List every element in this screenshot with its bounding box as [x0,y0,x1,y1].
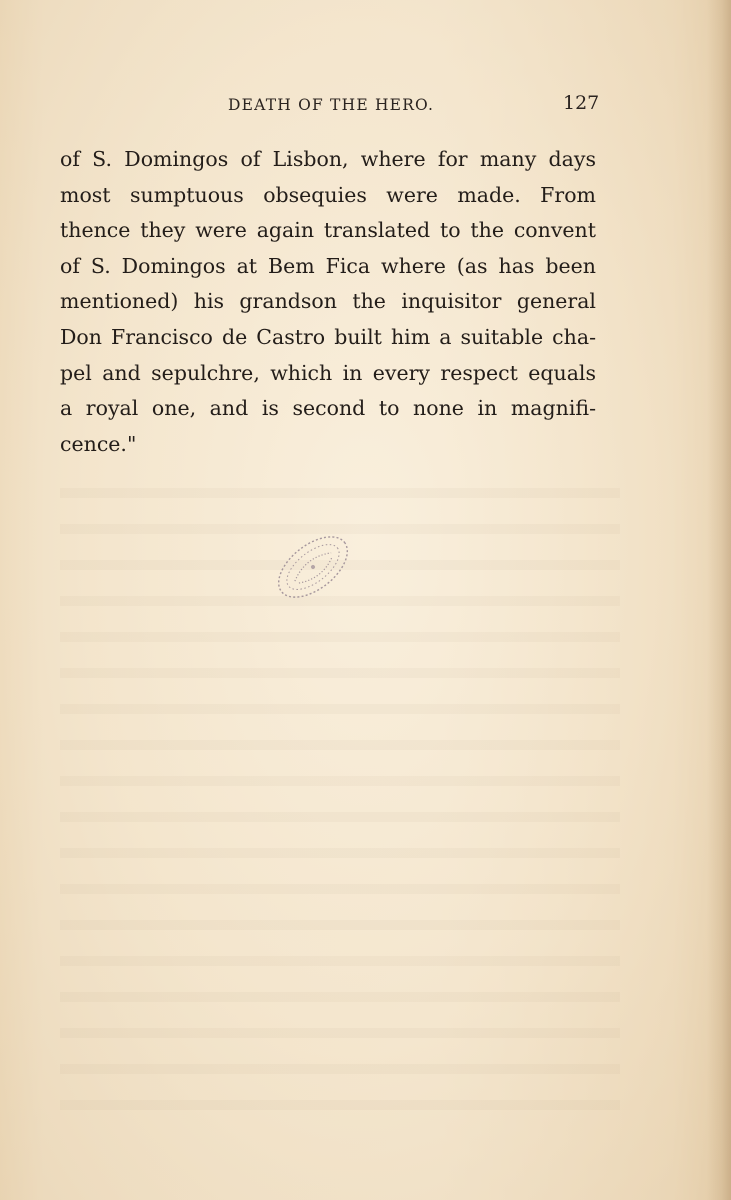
running-head: DEATH OF THE HERO. [228,96,435,114]
text-line: a royal one, and is second to none in magnifi- [60,396,596,421]
text-line: most sumptuous obsequies were made. From [60,182,596,207]
text-line: cence." [60,431,137,456]
page-edge-shadow [707,0,731,1200]
page-number: 127 [563,92,600,114]
text-line: of S. Domingos at Bem Fica where (as has been [60,253,596,278]
text-line: pel and sepulchre, which in every respect equals [60,360,596,385]
page-header [0,92,731,116]
text-line: Don Francisco de Castro built him a suitable cha- [60,324,596,349]
text-line: of S. Domingos of Lisbon, where for many days [60,147,596,171]
text-line: thence they were again translated to the convent [60,218,596,243]
text-line: mentioned) his grandson the inquisitor general [60,289,596,314]
body-text [60,142,596,462]
library-stamp-icon [268,532,358,602]
